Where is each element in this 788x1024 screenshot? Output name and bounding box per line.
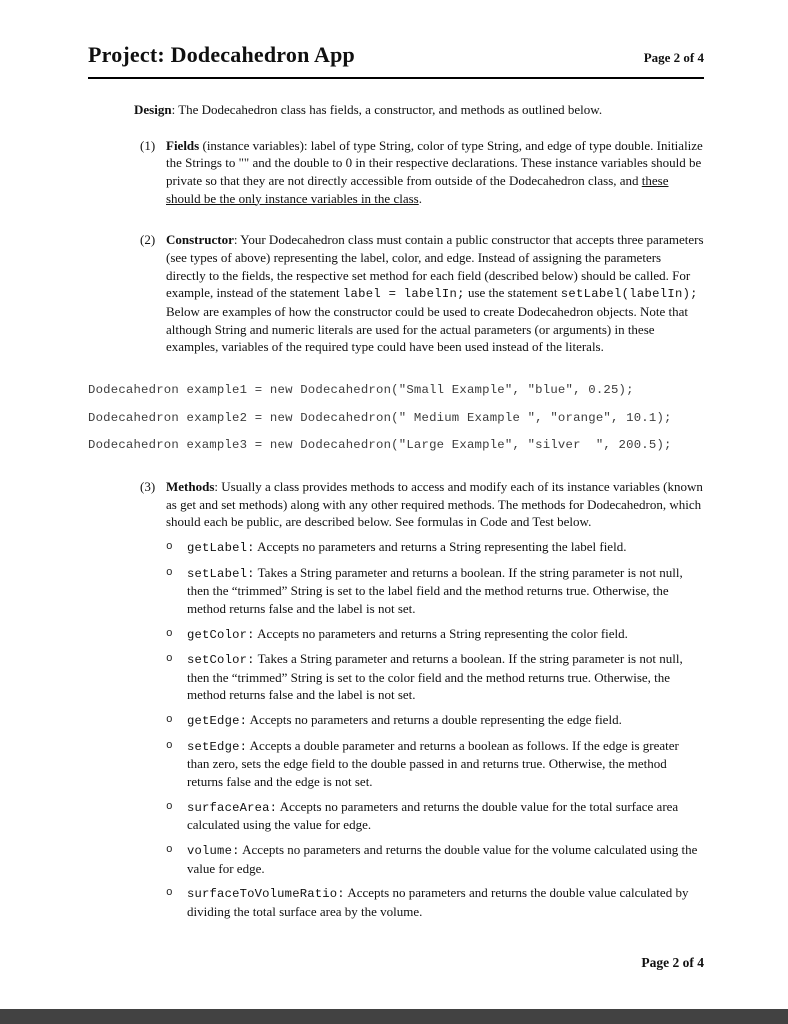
list-bullet: o xyxy=(166,739,173,752)
list-bullet: o xyxy=(166,887,173,900)
method-name: surfaceToVolumeRatio: xyxy=(187,887,345,902)
numbered-item-fields xyxy=(140,137,704,208)
design-text: : The Dodecahedron class has fields, a constructor, and methods as outlined below. xyxy=(171,101,603,117)
method-name: setColor: xyxy=(187,653,255,668)
item-number: (2) xyxy=(140,232,156,248)
method-text xyxy=(187,711,704,730)
list-bullet: o xyxy=(166,714,173,727)
document-header xyxy=(88,40,704,70)
method-item xyxy=(166,884,704,920)
list-bullet: o xyxy=(166,566,173,579)
method-text xyxy=(187,737,704,791)
method-text xyxy=(187,625,704,644)
list-bullet: o xyxy=(166,541,173,554)
method-item xyxy=(166,737,704,791)
item-lead: Constructor xyxy=(166,232,234,248)
code-line: Dodecahedron example2 = new Dodecahedron(" Medium Example ", "orange", 10.1); xyxy=(88,410,672,425)
item-body xyxy=(166,137,704,208)
code-line: Dodecahedron example3 = new Dodecahedron("Large Example", "silver ", 200.5); xyxy=(88,438,672,453)
list-bullet: o xyxy=(166,653,173,666)
design-lead: Design xyxy=(134,101,172,117)
method-item xyxy=(166,625,704,644)
method-text xyxy=(187,538,704,557)
method-item xyxy=(166,538,704,557)
item-text: : Usually a class provides methods to access and modify each of its instance variables (known as get and set methods) along with any other required methods. The methods for Dodecahedron, which should each be public, are described below. See formulas in Code and Test below. xyxy=(166,479,703,530)
method-desc: Accepts no parameters and returns a String representing the label field. xyxy=(254,539,627,555)
header-page-number: Page 2 of 4 xyxy=(643,50,704,65)
method-desc: Accepts no parameters and returns a String representing the color field. xyxy=(254,625,628,641)
method-name: setEdge: xyxy=(187,739,248,754)
method-item xyxy=(166,650,704,704)
method-desc: Accepts no parameters and returns the double value for the total surface area calculated using the value for edge. xyxy=(187,798,679,833)
method-item xyxy=(166,564,704,618)
list-bullet: o xyxy=(166,843,173,856)
item-body xyxy=(166,231,704,356)
method-text xyxy=(187,564,704,618)
method-desc: Accepts a double parameter and returns a boolean as follows. If the edge is greater than zero, sets the edge field to the double passed in and returns true. Otherwise, the method returns false and the edge is not set. xyxy=(187,737,679,789)
item-paragraph xyxy=(166,478,704,531)
design-paragraph xyxy=(134,101,704,119)
item-text: (instance variables): label of type String, color of type String, and edge of type double. Initialize the Strings to "" and the double to 0 in their respective declarations. These instance variables should be private so that they are not directly accessible from outside of the Dodecahedron class, and xyxy=(166,137,703,188)
underlined-phrase: these should be the only instance variables in the class xyxy=(166,172,669,206)
item-body xyxy=(166,478,704,920)
method-item xyxy=(166,798,704,834)
method-name: setLabel: xyxy=(187,566,255,581)
inline-code-statement: label = labelIn; xyxy=(342,287,465,302)
method-item xyxy=(166,711,704,730)
item-text: . xyxy=(418,190,422,206)
item-number: (1) xyxy=(140,137,156,153)
page-title: Project: Dodecahedron App xyxy=(88,42,355,67)
method-name: getEdge: xyxy=(187,714,248,729)
method-text xyxy=(187,884,704,920)
method-desc: Accepts no parameters and returns a double representing the edge field. xyxy=(247,712,622,728)
method-desc: Takes a String parameter and returns a boolean. If the string parameter is not null, then the “trimmed” String is set to the color field and the method returns true. Otherwise, the method returns false and the label is not set. xyxy=(187,651,683,703)
header-divider xyxy=(88,77,704,79)
code-line: Dodecahedron example1 = new Dodecahedron("Small Example", "blue", 0.25); xyxy=(88,382,634,397)
code-example-block xyxy=(88,382,704,454)
method-text xyxy=(187,650,704,704)
method-text xyxy=(187,798,704,834)
method-name: surfaceArea: xyxy=(187,800,278,815)
method-name: volume: xyxy=(187,843,240,858)
inline-code-statement: setLabel(labelIn); xyxy=(560,287,698,302)
item-text: : Your Dodecahedron class must contain a public constructor that accepts three parameters (see types of above) representing the label, color, and edge. Instead of assigning the parameters directly to the fields, the respective set method for each field (described below) should be called. For example, instead of the statement xyxy=(166,232,704,301)
numbered-item-methods xyxy=(140,478,704,920)
method-desc: Accepts no parameters and returns the double value for the volume calculated using the value for edge. xyxy=(187,841,698,876)
bottom-bar xyxy=(0,1009,788,1024)
item-lead: Methods xyxy=(166,479,215,495)
list-bullet: o xyxy=(166,800,173,813)
method-name: getColor: xyxy=(187,627,255,642)
item-lead: Fields xyxy=(166,137,200,153)
method-name: getLabel: xyxy=(187,541,255,556)
footer-page-number: Page 2 of 4 xyxy=(641,954,704,970)
list-bullet: o xyxy=(166,627,173,640)
method-desc: Accepts no parameters and returns the double value calculated by dividing the total surface area by the volume. xyxy=(187,885,689,919)
methods-list xyxy=(166,538,704,920)
item-text: Below are examples of how the constructor could be used to create Dodecahedron objects. Note that although String and numeric literals are used for the actual parameters (or arguments) in these examples, variables of the required type could have been used instead of the literals. xyxy=(166,303,688,355)
item-text: use the statement xyxy=(464,285,561,301)
method-text xyxy=(187,841,704,877)
method-item xyxy=(166,841,704,877)
item-number: (3) xyxy=(140,479,156,495)
numbered-item-constructor xyxy=(140,231,704,356)
method-desc: Takes a String parameter and returns a boolean. If the string parameter is not null, then the “trimmed” String is set to the label field and the method returns true. Otherwise, the method returns false and the label is not set. xyxy=(187,564,683,616)
